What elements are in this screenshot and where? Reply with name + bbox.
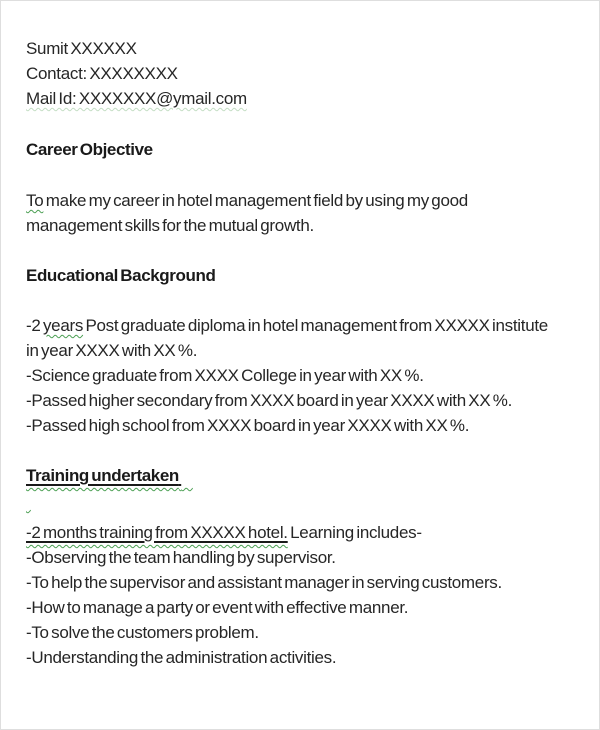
spellcheck-word: To [26,191,44,210]
training-item: -How to manage a party or event with effective manner. [26,598,409,617]
training-item: -To help the supervisor and assistant manager in serving customers. [26,573,502,592]
squiggle-extension [181,466,193,485]
career-objective-paragraph [26,188,571,238]
career-objective-line-1 [26,188,571,213]
training-item: -To solve the customers problem. [26,623,259,642]
spellcheck-squiggle-mark [26,491,31,510]
contact-email-line [26,86,571,111]
edu-line1-prefix: -2 [26,316,41,335]
education-line-1 [26,313,571,338]
underlined-heading-text [26,466,181,485]
education-line-5: -Passed high school from XXXX board in year XXXX with XX %. [26,416,470,435]
heading-text: Training undertaken [26,466,179,485]
education-line-3: -Science graduate from XXXX College in year with XX %. [26,366,424,385]
training-undertaken-heading [26,463,571,488]
training-item: -Understanding the administration activities. [26,648,337,667]
document-body [1,1,599,670]
email-text: Mail Id: XXXXXXX@ymail.com [26,89,247,108]
training-block [26,520,571,670]
training-intro-line [26,520,571,545]
educational-background-heading: Educational Background [26,266,216,285]
education-line-4: -Passed higher secondary from XXXX board in year XXXX with XX %. [26,391,513,410]
empty-line-with-mark [26,488,571,513]
career-objective-line-2: management skills for the mutual growth. [26,216,314,235]
career-objective-heading: Career Objective [26,140,153,159]
training-item: -Observing the team handling by supervisor. [26,548,336,567]
contact-block [26,36,571,111]
edu-line1-rest: Post graduate diploma in hotel management from XXXXX institute [85,316,548,335]
contact-name-line: Sumit XXXXXX [26,39,137,58]
education-line-2: in year XXXX with XX %. [26,341,198,360]
intro-rest: Learning includes- [290,523,422,542]
contact-phone-line: Contact: XXXXXXXX [26,64,178,83]
education-block [26,313,571,438]
spellcheck-word: years [42,316,84,335]
underlined-intro-text: -2 months training from XXXXX hotel. [26,523,288,542]
intro-squiggle-wrap [26,523,288,542]
career-line1-rest: make my career in hotel management field by using my good [45,191,468,210]
heading-squiggle-wrap [26,466,193,485]
